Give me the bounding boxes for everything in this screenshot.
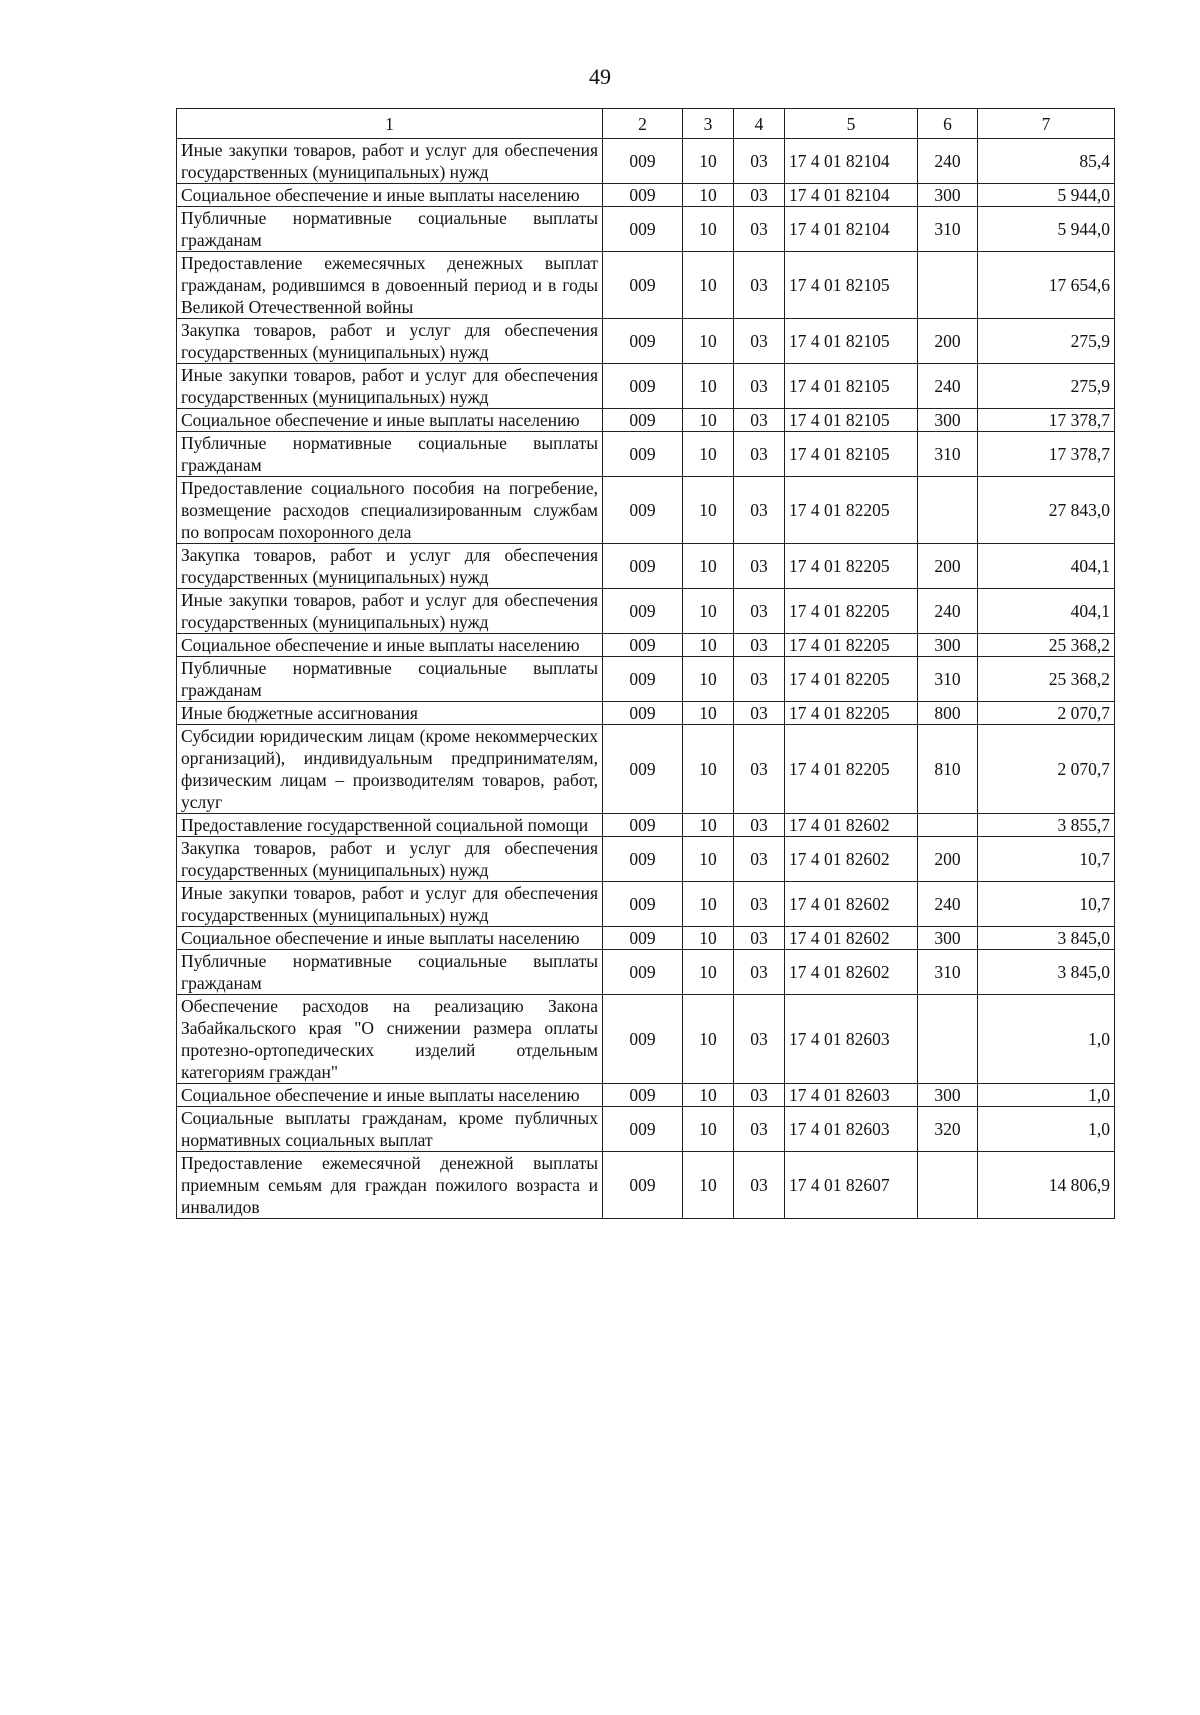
row-subsection-cell: 03: [734, 207, 785, 252]
row-section-cell: 10: [683, 725, 734, 814]
table-row: [177, 319, 1115, 364]
row-name-cell: Социальное обеспечение и иные выплаты населению: [177, 184, 603, 207]
row-name-cell: Публичные нормативные социальные выплаты гражданам: [177, 207, 603, 252]
row-admin-cell: 009: [603, 814, 683, 837]
row-sum-cell: 275,9: [978, 364, 1115, 409]
row-target-code-cell: 17 4 01 82105: [785, 364, 918, 409]
row-admin-cell: 009: [603, 837, 683, 882]
row-target-code-cell: 17 4 01 82602: [785, 837, 918, 882]
row-target-code-cell: 17 4 01 82205: [785, 725, 918, 814]
row-name-cell: Социальное обеспечение и иные выплаты населению: [177, 634, 603, 657]
row-sum-cell: 1,0: [978, 1084, 1115, 1107]
row-sum-cell: 275,9: [978, 319, 1115, 364]
row-expense-type-cell: 240: [918, 139, 978, 184]
row-section-cell: 10: [683, 1152, 734, 1219]
row-expense-type-cell: 240: [918, 589, 978, 634]
row-subsection-cell: 03: [734, 702, 785, 725]
row-name-cell: Публичные нормативные социальные выплаты гражданам: [177, 657, 603, 702]
row-sum-cell: 5 944,0: [978, 184, 1115, 207]
row-target-code-cell: 17 4 01 82602: [785, 950, 918, 995]
row-subsection-cell: 03: [734, 837, 785, 882]
col-header-section: 3: [683, 109, 734, 139]
row-sum-cell: 27 843,0: [978, 477, 1115, 544]
row-expense-type-cell: [918, 1152, 978, 1219]
row-sum-cell: 85,4: [978, 139, 1115, 184]
table-row: [177, 950, 1115, 995]
row-name-cell: Социальные выплаты гражданам, кроме публичных нормативных социальных выплат: [177, 1107, 603, 1152]
row-sum-cell: 5 944,0: [978, 207, 1115, 252]
row-expense-type-cell: 300: [918, 1084, 978, 1107]
row-admin-cell: 009: [603, 1084, 683, 1107]
row-expense-type-cell: 810: [918, 725, 978, 814]
table-row: [177, 1152, 1115, 1219]
row-target-code-cell: 17 4 01 82205: [785, 657, 918, 702]
row-target-code-cell: 17 4 01 82205: [785, 544, 918, 589]
row-target-code-cell: 17 4 01 82104: [785, 184, 918, 207]
row-name-cell: Обеспечение расходов на реализацию Закона Забайкальского края "О снижении размера оплаты протезно-ортопедических изделий отдельным категориям граждан": [177, 995, 603, 1084]
row-sum-cell: 10,7: [978, 837, 1115, 882]
row-target-code-cell: 17 4 01 82603: [785, 995, 918, 1084]
row-expense-type-cell: 800: [918, 702, 978, 725]
budget-table: [176, 108, 1115, 1219]
row-target-code-cell: 17 4 01 82603: [785, 1084, 918, 1107]
row-admin-cell: 009: [603, 544, 683, 589]
row-section-cell: 10: [683, 995, 734, 1084]
row-name-cell: Социальное обеспечение и иные выплаты населению: [177, 1084, 603, 1107]
row-name-cell: Публичные нормативные социальные выплаты гражданам: [177, 950, 603, 995]
row-section-cell: 10: [683, 702, 734, 725]
row-expense-type-cell: 310: [918, 657, 978, 702]
row-target-code-cell: 17 4 01 82105: [785, 252, 918, 319]
table-row: [177, 927, 1115, 950]
table-row: [177, 184, 1115, 207]
header-row: [177, 109, 1115, 139]
row-subsection-cell: 03: [734, 364, 785, 409]
row-sum-cell: 25 368,2: [978, 634, 1115, 657]
row-subsection-cell: 03: [734, 950, 785, 995]
row-target-code-cell: 17 4 01 82205: [785, 589, 918, 634]
row-section-cell: 10: [683, 657, 734, 702]
row-sum-cell: 25 368,2: [978, 657, 1115, 702]
row-subsection-cell: 03: [734, 927, 785, 950]
row-subsection-cell: 03: [734, 725, 785, 814]
row-subsection-cell: 03: [734, 184, 785, 207]
row-target-code-cell: 17 4 01 82602: [785, 882, 918, 927]
row-subsection-cell: 03: [734, 477, 785, 544]
row-name-cell: Социальное обеспечение и иные выплаты населению: [177, 927, 603, 950]
row-target-code-cell: 17 4 01 82205: [785, 702, 918, 725]
row-section-cell: 10: [683, 950, 734, 995]
col-header-subsection: 4: [734, 109, 785, 139]
col-header-target-code: 5: [785, 109, 918, 139]
row-sum-cell: 17 378,7: [978, 409, 1115, 432]
row-admin-cell: 009: [603, 702, 683, 725]
table-row: [177, 207, 1115, 252]
table-row: [177, 837, 1115, 882]
row-subsection-cell: 03: [734, 634, 785, 657]
row-section-cell: 10: [683, 477, 734, 544]
row-admin-cell: 009: [603, 657, 683, 702]
row-admin-cell: 009: [603, 477, 683, 544]
row-expense-type-cell: 300: [918, 634, 978, 657]
row-name-cell: Иные закупки товаров, работ и услуг для обеспечения государственных (муниципальных) нужд: [177, 882, 603, 927]
row-admin-cell: 009: [603, 927, 683, 950]
row-subsection-cell: 03: [734, 1152, 785, 1219]
table-row: [177, 725, 1115, 814]
row-section-cell: 10: [683, 882, 734, 927]
row-expense-type-cell: [918, 252, 978, 319]
row-name-cell: Иные бюджетные ассигнования: [177, 702, 603, 725]
table-row: [177, 1084, 1115, 1107]
row-sum-cell: 1,0: [978, 995, 1115, 1084]
row-target-code-cell: 17 4 01 82105: [785, 319, 918, 364]
table-row: [177, 252, 1115, 319]
row-subsection-cell: 03: [734, 544, 785, 589]
row-expense-type-cell: 300: [918, 927, 978, 950]
row-sum-cell: 14 806,9: [978, 1152, 1115, 1219]
table-row: [177, 364, 1115, 409]
row-admin-cell: 009: [603, 1107, 683, 1152]
table-row: [177, 882, 1115, 927]
table-row: [177, 1107, 1115, 1152]
row-section-cell: 10: [683, 837, 734, 882]
row-section-cell: 10: [683, 814, 734, 837]
row-admin-cell: 009: [603, 139, 683, 184]
row-name-cell: Иные закупки товаров, работ и услуг для обеспечения государственных (муниципальных) нужд: [177, 589, 603, 634]
row-name-cell: Иные закупки товаров, работ и услуг для обеспечения государственных (муниципальных) нужд: [177, 139, 603, 184]
row-section-cell: 10: [683, 409, 734, 432]
row-expense-type-cell: 240: [918, 364, 978, 409]
row-admin-cell: 009: [603, 207, 683, 252]
row-section-cell: 10: [683, 634, 734, 657]
row-admin-cell: 009: [603, 634, 683, 657]
row-target-code-cell: 17 4 01 82105: [785, 432, 918, 477]
row-subsection-cell: 03: [734, 589, 785, 634]
row-sum-cell: 1,0: [978, 1107, 1115, 1152]
row-subsection-cell: 03: [734, 657, 785, 702]
row-sum-cell: 3 855,7: [978, 814, 1115, 837]
row-sum-cell: 404,1: [978, 544, 1115, 589]
row-section-cell: 10: [683, 252, 734, 319]
table-row: [177, 657, 1115, 702]
row-subsection-cell: 03: [734, 882, 785, 927]
row-name-cell: Закупка товаров, работ и услуг для обеспечения государственных (муниципальных) нужд: [177, 544, 603, 589]
row-expense-type-cell: [918, 814, 978, 837]
col-header-name: 1: [177, 109, 603, 139]
row-admin-cell: 009: [603, 995, 683, 1084]
row-subsection-cell: 03: [734, 252, 785, 319]
row-target-code-cell: 17 4 01 82602: [785, 927, 918, 950]
row-sum-cell: 404,1: [978, 589, 1115, 634]
row-expense-type-cell: [918, 995, 978, 1084]
row-target-code-cell: 17 4 01 82105: [785, 409, 918, 432]
row-section-cell: 10: [683, 184, 734, 207]
table-row: [177, 432, 1115, 477]
row-section-cell: 10: [683, 927, 734, 950]
row-name-cell: Субсидии юридическим лицам (кроме некоммерческих организаций), индивидуальным предпринимателям, физическим лицам – производителям товаров, работ, услуг: [177, 725, 603, 814]
row-expense-type-cell: 310: [918, 432, 978, 477]
row-subsection-cell: 03: [734, 1084, 785, 1107]
row-section-cell: 10: [683, 319, 734, 364]
row-expense-type-cell: 200: [918, 319, 978, 364]
table-row: [177, 814, 1115, 837]
row-name-cell: Закупка товаров, работ и услуг для обеспечения государственных (муниципальных) нужд: [177, 837, 603, 882]
table-row: [177, 634, 1115, 657]
row-section-cell: 10: [683, 432, 734, 477]
row-subsection-cell: 03: [734, 409, 785, 432]
row-name-cell: Публичные нормативные социальные выплаты гражданам: [177, 432, 603, 477]
row-section-cell: 10: [683, 544, 734, 589]
row-expense-type-cell: 200: [918, 837, 978, 882]
row-section-cell: 10: [683, 1084, 734, 1107]
table-row: [177, 139, 1115, 184]
row-subsection-cell: 03: [734, 432, 785, 477]
row-admin-cell: 009: [603, 882, 683, 927]
row-sum-cell: 3 845,0: [978, 927, 1115, 950]
row-admin-cell: 009: [603, 319, 683, 364]
row-admin-cell: 009: [603, 589, 683, 634]
row-expense-type-cell: 200: [918, 544, 978, 589]
row-admin-cell: 009: [603, 184, 683, 207]
row-section-cell: 10: [683, 139, 734, 184]
page-number: 49: [589, 64, 611, 89]
row-target-code-cell: 17 4 01 82205: [785, 477, 918, 544]
row-name-cell: Социальное обеспечение и иные выплаты населению: [177, 409, 603, 432]
row-target-code-cell: 17 4 01 82607: [785, 1152, 918, 1219]
row-name-cell: Предоставление ежемесячной денежной выплаты приемным семьям для граждан пожилого возраста и инвалидов: [177, 1152, 603, 1219]
table-row: [177, 409, 1115, 432]
row-sum-cell: 17 378,7: [978, 432, 1115, 477]
row-admin-cell: 009: [603, 432, 683, 477]
row-expense-type-cell: 310: [918, 950, 978, 995]
table-row: [177, 589, 1115, 634]
row-subsection-cell: 03: [734, 319, 785, 364]
row-section-cell: 10: [683, 207, 734, 252]
row-admin-cell: 009: [603, 950, 683, 995]
col-header-expense-type: 6: [918, 109, 978, 139]
row-section-cell: 10: [683, 364, 734, 409]
row-expense-type-cell: 300: [918, 409, 978, 432]
row-expense-type-cell: 320: [918, 1107, 978, 1152]
row-target-code-cell: 17 4 01 82104: [785, 139, 918, 184]
row-name-cell: Предоставление государственной социальной помощи: [177, 814, 603, 837]
row-target-code-cell: 17 4 01 82603: [785, 1107, 918, 1152]
table-row: [177, 702, 1115, 725]
row-admin-cell: 009: [603, 252, 683, 319]
row-subsection-cell: 03: [734, 1107, 785, 1152]
row-expense-type-cell: [918, 477, 978, 544]
row-name-cell: Закупка товаров, работ и услуг для обеспечения государственных (муниципальных) нужд: [177, 319, 603, 364]
row-sum-cell: 2 070,7: [978, 702, 1115, 725]
row-expense-type-cell: 240: [918, 882, 978, 927]
row-sum-cell: 2 070,7: [978, 725, 1115, 814]
table-row: [177, 995, 1115, 1084]
col-header-admin: 2: [603, 109, 683, 139]
row-admin-cell: 009: [603, 1152, 683, 1219]
row-section-cell: 10: [683, 589, 734, 634]
row-name-cell: Предоставление ежемесячных денежных выплат гражданам, родившимся в довоенный период и в годы Великой Отечественной войны: [177, 252, 603, 319]
row-name-cell: Предоставление социального пособия на погребение, возмещение расходов специализированным службам по вопросам похоронного дела: [177, 477, 603, 544]
row-sum-cell: 10,7: [978, 882, 1115, 927]
row-name-cell: Иные закупки товаров, работ и услуг для обеспечения государственных (муниципальных) нужд: [177, 364, 603, 409]
row-section-cell: 10: [683, 1107, 734, 1152]
row-target-code-cell: 17 4 01 82205: [785, 634, 918, 657]
row-expense-type-cell: 300: [918, 184, 978, 207]
row-subsection-cell: 03: [734, 139, 785, 184]
table-row: [177, 477, 1115, 544]
col-header-sum: 7: [978, 109, 1115, 139]
row-target-code-cell: 17 4 01 82602: [785, 814, 918, 837]
row-sum-cell: 3 845,0: [978, 950, 1115, 995]
row-admin-cell: 009: [603, 409, 683, 432]
table-row: [177, 544, 1115, 589]
row-expense-type-cell: 310: [918, 207, 978, 252]
row-admin-cell: 009: [603, 725, 683, 814]
row-subsection-cell: 03: [734, 814, 785, 837]
row-admin-cell: 009: [603, 364, 683, 409]
row-subsection-cell: 03: [734, 995, 785, 1084]
row-sum-cell: 17 654,6: [978, 252, 1115, 319]
row-target-code-cell: 17 4 01 82104: [785, 207, 918, 252]
